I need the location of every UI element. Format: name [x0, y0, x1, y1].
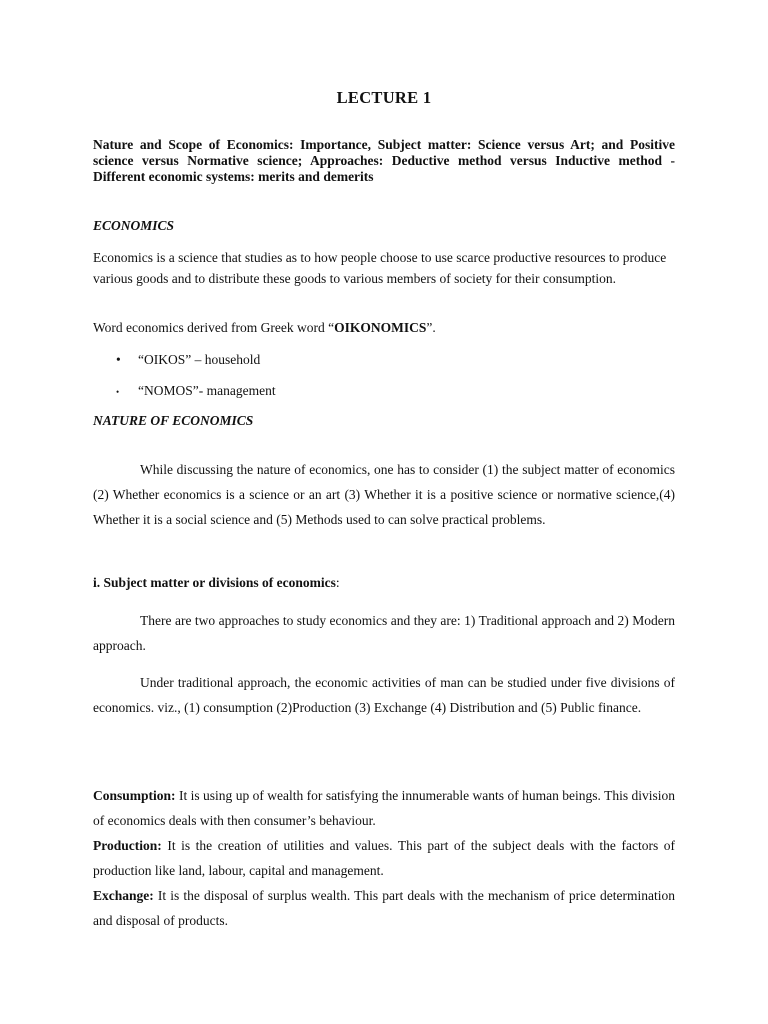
list-item-text: “NOMOS”- management [138, 383, 276, 398]
definition-term: Production: [93, 838, 162, 853]
heading-economics: ECONOMICS [93, 218, 175, 233]
definition-exchange [93, 883, 675, 933]
definition-term: Exchange: [93, 888, 154, 903]
economics-definition: Economics is a science that studies as to how people choose to use scarce productive resources to produce various goods and to distribute these goods to various members of society for their consumption. [93, 250, 667, 286]
derived-word: OIKONOMICS [334, 320, 427, 335]
greek-roots-list [93, 350, 675, 412]
lecture-subtitle: Nature and Scope of Economics: Importance, Subject matter: Science versus Art; and Positive science versus Normative science; Approaches: Deductive method versus Inductive method - Different economic systems: merits and demerits [93, 137, 675, 184]
list-item [93, 350, 675, 381]
definition-term: Consumption: [93, 788, 176, 803]
nature-paragraph: While discussing the nature of economics, one has to consider (1) the subject matter of economics (2) Whether economics is a science or an art (3) Whether it is a positive science or normative science,(4) Whether it is a social science and (5) Methods used to can solve practical problems. [93, 462, 675, 527]
traditional-paragraph: Under traditional approach, the economic activities of man can be studied under five divisions of economics. viz., (1) consumption (2)Production (3) Exchange (4) Distribution and (5) Public finance. [93, 675, 675, 715]
definition-text: It is using up of wealth for satisfying the innumerable wants of human beings. This division of economics deals with then consumer’s behaviour. [93, 788, 675, 828]
subsection-heading [93, 575, 340, 591]
definition-text: It is the creation of utilities and values. This part of the subject deals with the factors of production like land, labour, capital and management. [93, 838, 675, 878]
subsection-title: i. Subject matter or divisions of economics [93, 575, 336, 590]
heading-nature: NATURE OF ECONOMICS [93, 413, 254, 428]
definition-consumption [93, 783, 675, 833]
approaches-paragraph: There are two approaches to study economics and they are: 1) Traditional approach and 2) Modern approach. [93, 613, 675, 653]
list-item [93, 381, 675, 412]
derived-sentence [93, 318, 675, 339]
bullet-icon: • [116, 352, 121, 367]
subsection-colon: : [335, 575, 340, 590]
definition-text: It is the disposal of surplus wealth. This part deals with the mechanism of price determination and disposal of products. [93, 888, 675, 928]
derived-suffix: ”. [426, 320, 436, 335]
bullet-icon: • [116, 387, 120, 397]
list-item-text: “OIKOS” – household [138, 352, 261, 367]
derived-prefix: Word economics derived from Greek word “ [93, 320, 335, 335]
definition-production [93, 833, 675, 883]
lecture-title: LECTURE 1 [336, 88, 432, 107]
